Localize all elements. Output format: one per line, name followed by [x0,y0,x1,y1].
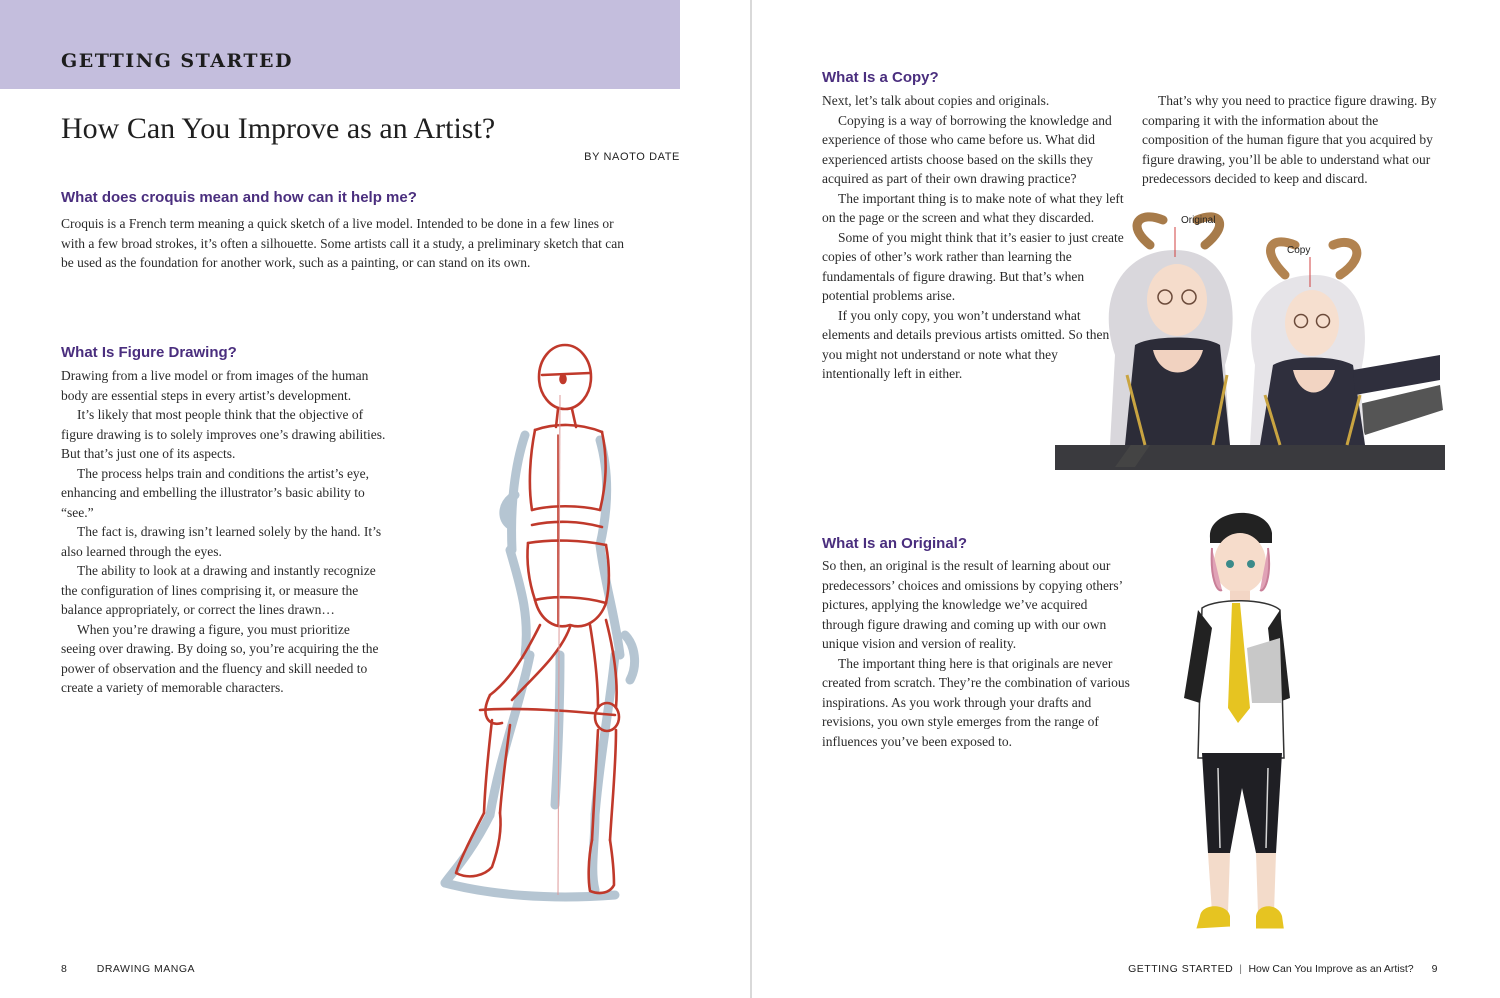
figure-sketch-illustration [430,335,660,910]
right-page-number: 9 [1431,963,1438,975]
right-footer-section: GETTING STARTED [1128,963,1234,975]
croquis-paragraph: Croquis is a French term meaning a quick sketch of a live model. Intended to be done in a few lines or with a few broad strokes, it’s often a silhouette. Some artists call it a study, a preliminary sketch that can be used as the foundation for another work, such as a painting, or can stand on its own. [61,216,624,270]
copy-heading: What Is a Copy? [822,69,939,86]
right-footer [1128,963,1438,975]
original-label: Original [1181,215,1216,226]
section-banner [0,0,680,89]
original-paragraph: So then, an original is the result of learning about our predecessors’ choices and omissions by copying others’ pictures, applying the knowledge we’ve acquired through figure drawing and coming up with our own unique vision and version of reality. [822,558,1123,651]
left-footer [61,963,195,975]
figure-drawing-paragraph: When you’re drawing a figure, you must prioritize seeing over drawing. By doing so, you’re acquiring the the power of observation and the fluency and skill needed to create a variety of memorable characters. [61,621,379,695]
sketch-blue-underdrawing [445,435,635,897]
copy-paragraph: That’s why you need to practice figure drawing. By comparing it with the information about the composition of the human figure that you acquired by figure drawing, you’ll be able to understand what our predecessors decided to keep and discard. [1142,93,1437,186]
copy-paragraph: The important thing is to make note of what they left on the page or the screen and what they discarded. [822,190,1124,225]
figure-drawing-heading: What Is Figure Drawing? [61,344,237,361]
croquis-heading: What does croquis mean and how can it help me? [61,189,417,206]
right-shoe [1256,906,1284,930]
original-heading: What Is an Original? [822,535,968,552]
figure-drawing-paragraph: The fact is, drawing isn’t learned solely by the hand. It’s also learned through the eyes. [61,524,382,559]
byline: BY NAOTO DATE [584,151,680,163]
figure-drawing-paragraph: Drawing from a live model or from images of the human body are essential steps in every artist’s development. [61,368,369,403]
original-body [822,556,1132,751]
copy-paragraph: Next, let’s talk about copies and originals. [822,93,1050,108]
original-copy-illustration [1055,205,1445,470]
figure-drawing-paragraph: The ability to look at a drawing and instantly recognize the configuration of lines comprising it, or measure the balance appropriately, or correct the lines drawn… [61,563,376,617]
right-page [752,0,1500,998]
copy-paragraph: Copying is a way of borrowing the knowledge and experience of those who came before us. What did experienced artists choose based on the skills they acquired as part of their own drawing practice? [822,112,1112,186]
croquis-body [61,214,627,273]
section-banner-title: GETTING STARTED [61,50,294,72]
figure-drawing-paragraph: The process helps train and conditions the artist’s eye, enhancing and embelling the illustrator’s basic ability to “see.” [61,465,370,520]
copy-paragraph: If you only copy, you won’t understand what elements and details previous artists omitted. So then you might not understand or note what they intentionally left in either. [822,307,1110,381]
right-footer-title: How Can You Improve as an Artist? [1248,963,1414,975]
copy-label: Copy [1287,245,1311,256]
left-book-title: DRAWING MANGA [96,963,196,975]
copy-body-column-2 [1142,91,1442,189]
figure-drawing-paragraph: It’s likely that most people think that the objective of figure drawing is to solely improves one’s drawing abilities. But that’s just one of its aspects. [61,407,386,461]
left-shoe [1196,906,1230,930]
original-character [1109,217,1233,445]
original-character-illustration [1172,498,1312,948]
illustration-ground [1055,445,1445,470]
page-title: How Can You Improve as an Artist? [61,112,496,145]
footer-separator: | [1239,963,1243,975]
original-paragraph: The important thing here is that originals are never created from scratch. They’re the combination of various inspirations. As you work through your drafts and revisions, you own style emerges from the range of influences you’ve been exposed to. [822,655,1130,749]
figure-drawing-body [61,366,387,698]
sketch-red-lines [456,345,619,893]
left-page-number: 8 [61,963,68,975]
copy-paragraph: Some of you might think that it’s easier to just create copies of other’s work rather than learning the fundamentals of figure drawing. But that’s when potential problems arise. [822,229,1124,303]
